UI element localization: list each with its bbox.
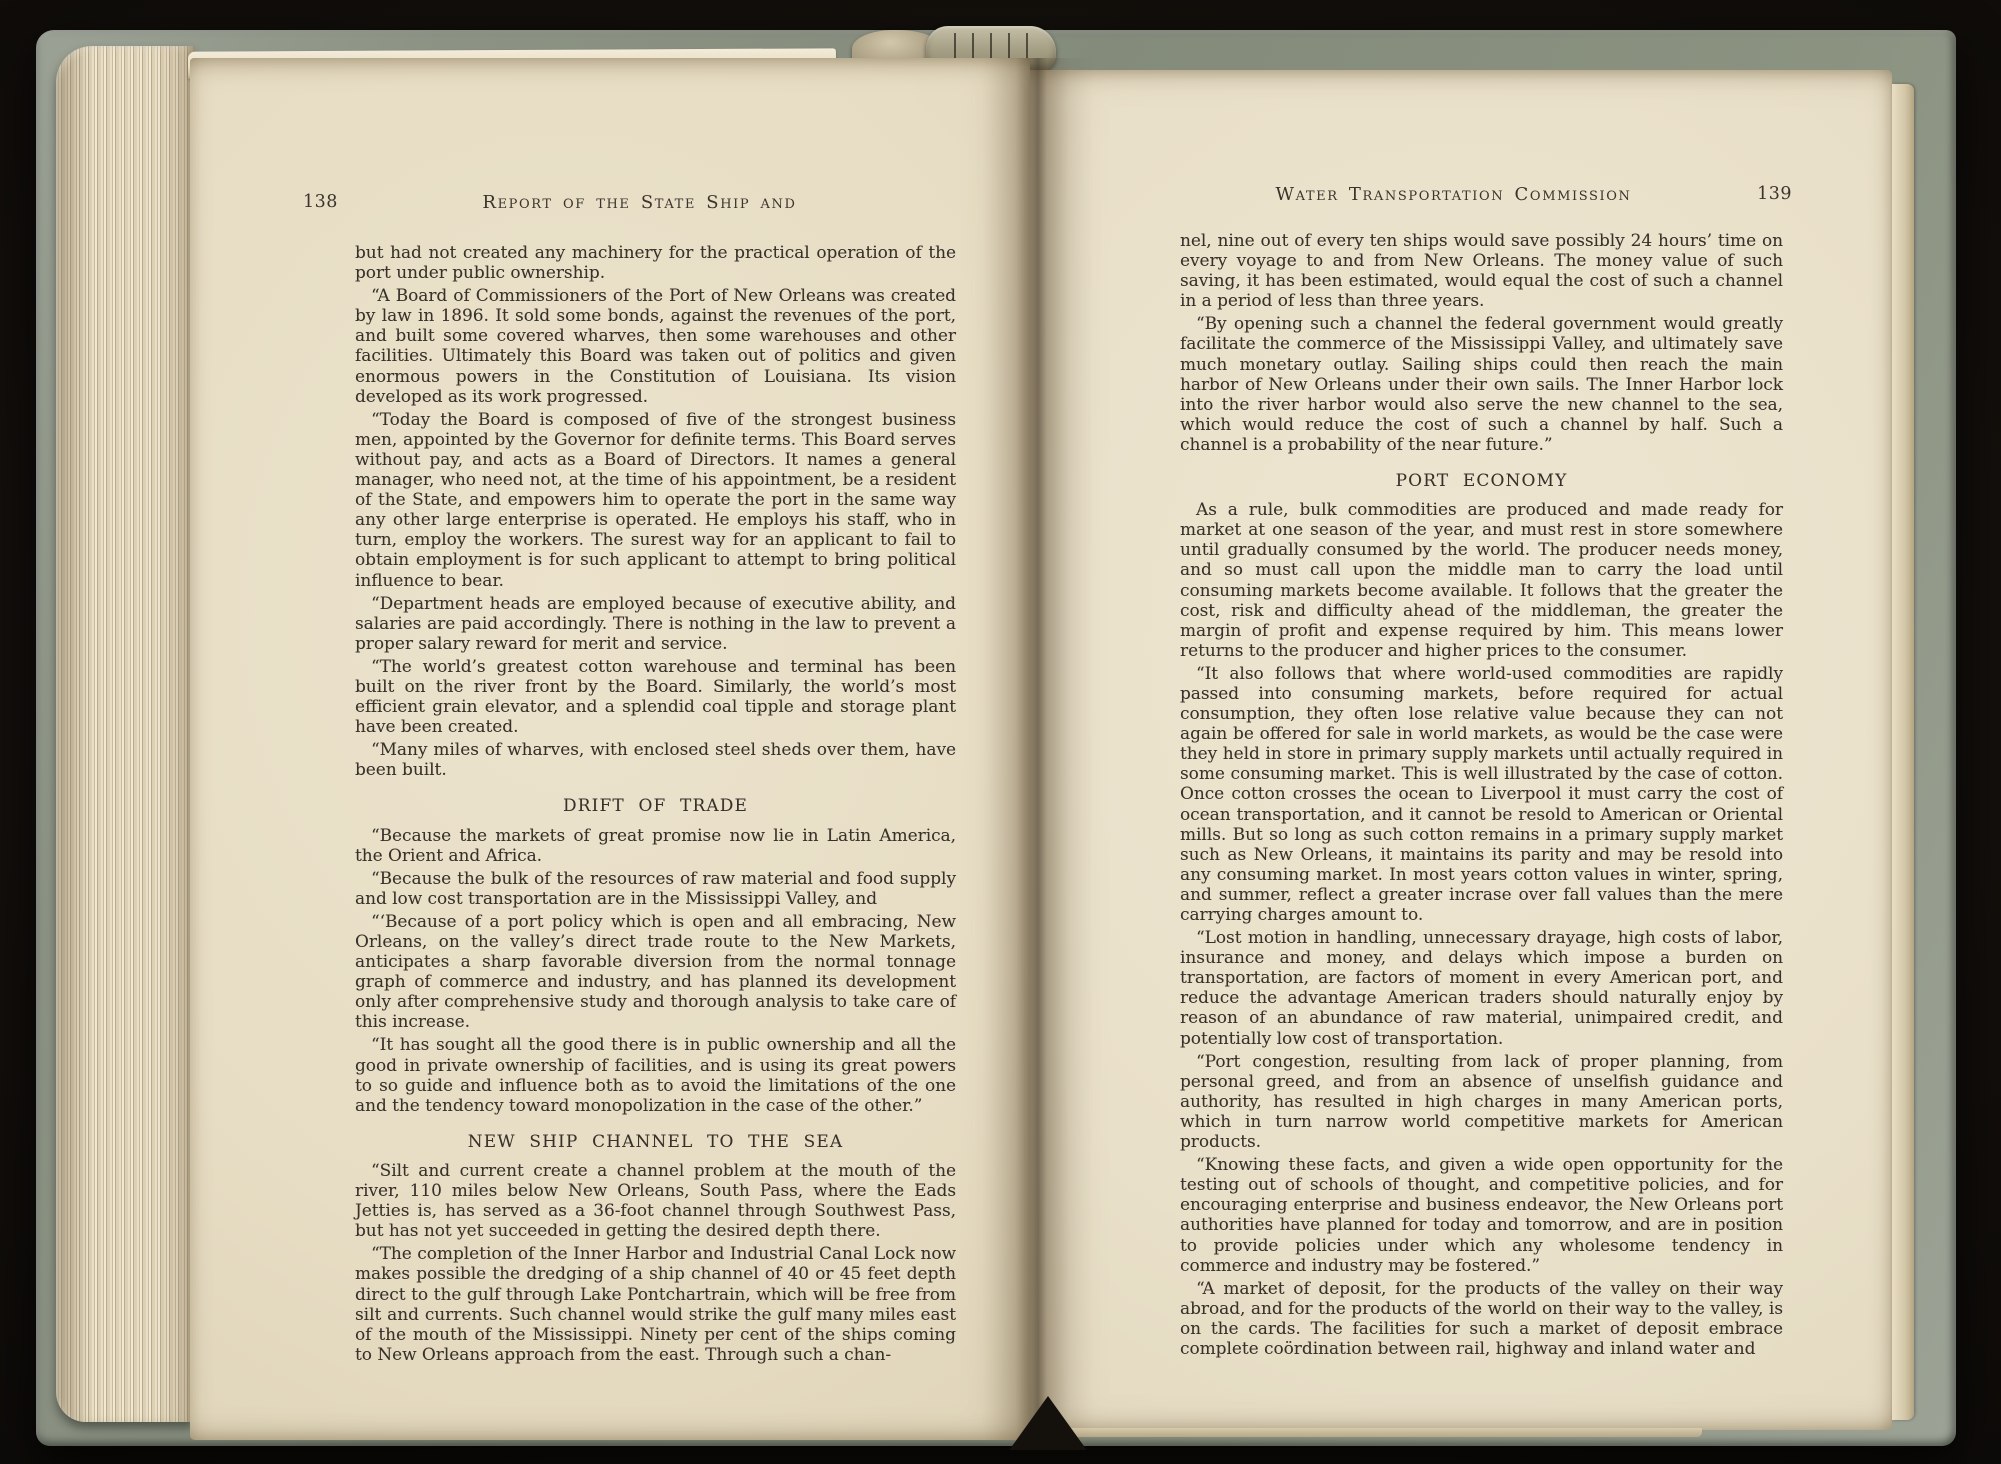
paragraph: “Lost motion in handling, unnecessary drayage, high costs of labor, insurance and money, and delays which impose a burden on transportation, are factors of moment in every American port, and reduce the advantage American traders should naturally enjoy by reason of an abundance of raw material, unimpaired credit, and potentially low cost of transportation. — [1180, 927, 1783, 1048]
right-fore-edge-leaves — [1892, 84, 1914, 1420]
left-page — [190, 58, 1030, 1440]
bottom-page-edge — [1062, 1428, 1702, 1437]
section-heading-new-ship-channel: NEW SHIP CHANNEL TO THE SEA — [467, 1130, 844, 1151]
paragraph: As a rule, bulk commodities are produced and made ready for market at one season of the year, and must rest in store somewhere until gradually consumed by the world. The producer needs money, and so must call upon the middle man to carry the load until consuming markets become available. It follows that the greater the cost, risk and difficulty ahead of the middleman, the greater the margin of profit and expense required by him. This means lower returns to the producer and higher prices to the consumer. — [1180, 499, 1783, 660]
paragraph: “A market of deposit, for the products of the valley on their way abroad, and for the products of the world on their way to the valley, is on the cards. The facilities for such a market of deposit embrace complete coördination between rail, highway and inland water and — [1180, 1277, 1783, 1358]
paragraph: but had not created any machinery for the practical operation of the port under public ownership. — [355, 242, 956, 283]
left-page-body — [355, 242, 956, 1364]
right-page — [1030, 70, 1892, 1430]
paragraph: “It also follows that where world-used commodities are rapidly passed into consuming markets, before required for actual consumption, they often lose relative value because they can not again be offered for sale in world markets, as would be the case were they held in store in primary supply markets until actually required in some consuming market. This is well illustrated by the case of cotton. Once cotton crosses the ocean to Liverpool it must carry the cost of ocean transportation, and it cannot be resold to American or Oriental mills. But so long as such cotton remains in a primary supply market such as New Orleans, it maintains its parity and may be resold into any consuming market. In most years cotton values in winter, spring, and summer, reflect a greater incrase over fall values than the mere carrying charges amount to. — [1180, 662, 1783, 924]
paragraph: “Many miles of wharves, with enclosed steel sheds over them, have been built. — [355, 739, 956, 780]
paragraph: “Department heads are employed because of executive ability, and salaries are paid accordingly. There is nothing in the law to prevent a proper salary reward for merit and service. — [355, 592, 956, 653]
right-page-body — [1180, 230, 1783, 1358]
right-running-header: Water Transportation Commission — [1275, 184, 1632, 205]
paragraph: “By opening such a channel the federal government would greatly facilitate the commerce of the Mississippi Valley, and ultimately save much monetary outlay. Sailing ships could then reach the main harbor of New Orleans under their own sails. The Inner Harbor lock into the river harbor would also serve the new channel to the sea, which would reduce the cost of such a channel by half. Such a channel is a probability of the near future.” — [1180, 313, 1783, 454]
left-running-header-row — [303, 192, 976, 213]
paragraph: “The completion of the Inner Harbor and Industrial Canal Lock now makes possible the dredging of a ship channel of 40 or 45 feet depth direct to the gulf through Lake Pontchartrain, which will be free from silt and currents. Such channel would strike the gulf many miles east of the mouth of the Mississippi. Ninety per cent of the ships coming to New Orleans approach from the east. Through such a chan- — [355, 1243, 956, 1364]
left-page-stack-edges — [56, 46, 194, 1422]
paragraph: “Knowing these facts, and given a wide open opportunity for the testing out of schools of thought, and competitive policies, and for encouraging enterprise and business endeavor, the New Orleans port authorities have planned for today and tomorrow, and are in position to provide policies under which any wholesome tendency in commerce and industry may be fostered.” — [1180, 1154, 1783, 1275]
left-running-header: Report of the State Ship and — [482, 192, 797, 213]
right-running-header-row — [1115, 184, 1792, 205]
section-heading-port-economy: PORT ECONOMY — [1395, 470, 1568, 491]
left-page-number: 138 — [303, 192, 338, 212]
paragraph: “Because the bulk of the resources of raw material and food supply and low cost transportation are in the Mississippi Valley, and — [355, 867, 956, 908]
paragraph: “Today the Board is composed of five of the strongest business men, appointed by the Governor for definite terms. This Board serves without pay, and acts as a Board of Directors. It names a general manager, who need not, at the time of his appointment, be a resident of the State, and empowers him to operate the port in the same way any other large enterprise is operated. He employs his staff, who in turn, employ the workers. The surest way for an applicant to fail to obtain employment is for such applicant to attempt to bring political influence to bear. — [355, 408, 956, 590]
section-heading-drift-of-trade: DRIFT OF TRADE — [562, 795, 749, 816]
paragraph: “Silt and current create a channel problem at the mouth of the river, 110 miles below New Orleans, South Pass, where the Eads Jetties is, has served as a 36-foot channel through Southwest Pass, but has not yet succeeded in getting the desired depth there. — [355, 1159, 956, 1241]
right-page-number: 139 — [1757, 184, 1792, 204]
paragraph: “Port congestion, resulting from lack of proper planning, from personal greed, and from an absence of unselfish guidance and authority, has resulted in high charges in many American ports, which in turn narrow world competitive markets for American products. — [1180, 1050, 1783, 1152]
paragraph: nel, nine out of every ten ships would save possibly 24 hours’ time on every voyage to and from New Orleans. The money value of such saving, it has been estimated, would equal the cost of such a channel in a period of less than three years. — [1180, 230, 1783, 311]
paragraph: “It has sought all the good there is in public ownership and all the good in private ownership of facilities, and is using its great powers to so guide and influence both as to avoid the limitations of the one and the tendency toward monopolization in the case of the other.” — [355, 1034, 956, 1115]
paragraph: “The world’s greatest cotton warehouse and terminal has been built on the river front by the Board. Similarly, the world’s most efficient grain elevator, and a splendid coal tipple and storage plant have been created. — [355, 655, 956, 737]
paragraph: “‘Because of a port policy which is open and all embracing, New Orleans, on the valley’s direct trade route to the New Markets, anticipates a sharp favorable diversion from the normal tonnage graph of commerce and industry, and has planned its development only after comprehensive study and thorough analysis to take care of this increase. — [355, 910, 956, 1032]
paragraph: “A Board of Commissioners of the Port of New Orleans was created by law in 1896. It sold some bonds, against the revenues of the port, and built some covered wharves, then some warehouses and other facilities. Ultimately this Board was taken out of politics and given enormous powers in the Constitution of Louisiana. Its vision developed as its work progressed. — [355, 285, 956, 406]
paragraph: “Because the markets of great promise now lie in Latin America, the Orient and Africa. — [355, 824, 956, 865]
